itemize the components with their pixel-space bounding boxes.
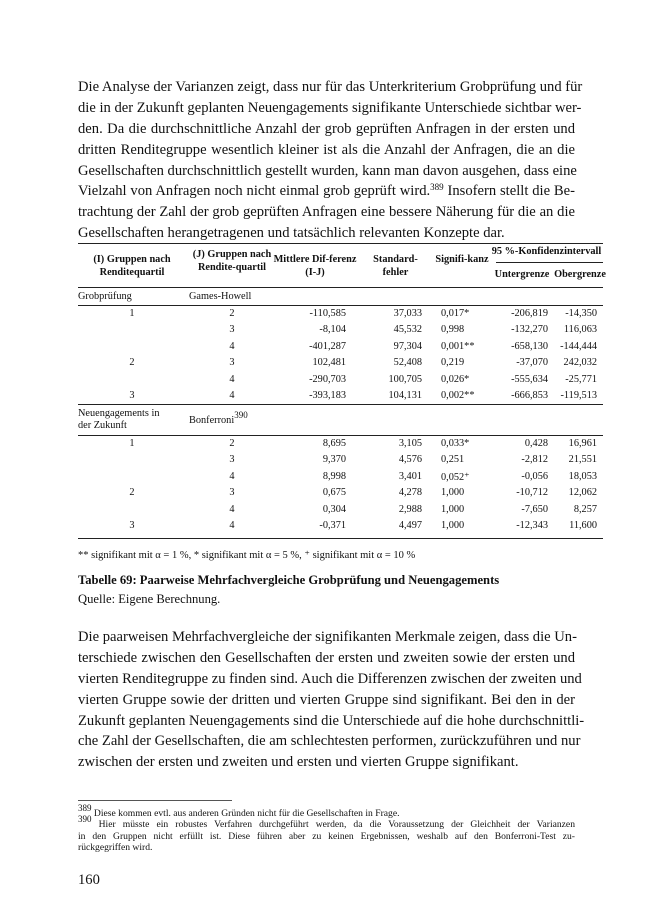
section-label: Grobprüfung <box>78 291 132 302</box>
group-j-cell: 2 <box>229 438 235 449</box>
ci-lower-cell: -658,130 <box>511 340 548 352</box>
text-line: zwischen der ersten und zweiten und ersten und vierten Gruppe signifikant. <box>78 754 519 771</box>
text-line: Die paarweisen Mehrfachvergleiche der signifikanten Merkmale zeigen, dass die Un- <box>78 629 577 645</box>
std-error-cell: 4,497 <box>398 520 422 531</box>
ci-lower-cell: -10,712 <box>516 487 548 499</box>
significance-cell: 0,219 <box>441 357 465 369</box>
header-group-j: (J) Gruppen nach Rendite-quartil <box>192 249 272 273</box>
text-segment: Insofern stellt die Be- <box>443 183 575 200</box>
std-error-cell: 2,988 <box>398 503 422 515</box>
mean-diff-cell: 0,304 <box>322 503 346 515</box>
ci-upper-cell: -14,350 <box>565 308 597 319</box>
ci-lower-cell: -12,343 <box>516 520 548 531</box>
significance-cell: 0,002** <box>441 390 475 401</box>
ci-header-rule <box>496 262 603 263</box>
text-line: terschiede zwischen den Gesellschaften der ersten und zweiten sowie der ersten und <box>78 649 575 666</box>
footnote <box>78 803 575 819</box>
mean-diff-cell: -8,104 <box>319 324 346 336</box>
std-error-cell: 52,408 <box>393 357 422 369</box>
header-std-error: Standard-fehler <box>373 254 418 278</box>
footnotes <box>78 803 575 854</box>
footnote-number: 389 <box>78 803 92 813</box>
footnote-ref[interactable]: 389 <box>430 182 444 193</box>
header-mean-diff: Mittlere Dif-ferenz (I-J) <box>273 254 357 278</box>
mean-diff-cell: 8,998 <box>322 470 346 482</box>
ci-upper-cell: 18,053 <box>568 470 597 482</box>
page-number: 160 <box>78 872 100 888</box>
mean-diff-cell: -0,371 <box>319 520 346 531</box>
group-i-cell: 2 <box>129 487 135 499</box>
ci-upper-cell: 12,062 <box>568 487 597 499</box>
text-line: vierten Gruppe sowie der dritten und vierten Gruppe sind signifikant. Bei den in der <box>78 691 575 708</box>
section-divider-rule <box>78 404 603 405</box>
intro-paragraph <box>78 77 583 244</box>
std-error-cell: 4,278 <box>398 487 422 499</box>
ci-lower-cell: -0,056 <box>521 470 548 482</box>
mean-diff-cell: 102,481 <box>312 357 346 369</box>
std-error-cell: 45,532 <box>393 324 422 336</box>
ci-upper-cell: -25,771 <box>565 373 597 385</box>
table-bottom-rule <box>78 538 603 539</box>
header-group-i: (I) Gruppen nach Renditequartil <box>93 254 171 278</box>
footnote-text: in den Gruppen nicht erfüllt ist. Diese führen aber zu keinen Ergebnissen, weshalb auf den Bonferroni-Test zu- <box>78 830 575 842</box>
std-error-cell: 104,131 <box>388 390 422 401</box>
significance-cell: 0,052⁺ <box>441 471 470 483</box>
section-method <box>189 410 248 426</box>
significance-cell: 0,998 <box>441 324 465 336</box>
discussion-paragraph <box>78 627 585 773</box>
mean-diff-cell: -393,183 <box>309 390 346 401</box>
comparison-table <box>78 243 606 543</box>
ci-lower-cell: -2,812 <box>521 454 548 466</box>
table-source: Quelle: Eigene Berechnung. <box>78 592 221 606</box>
section-label-line: der Zukunft <box>78 420 127 431</box>
text-line: che Zahl der Gesellschaften, die am schlechtesten performen, zurückzuführen und nur <box>78 733 581 750</box>
section-label-line: Neuengagements in <box>78 408 160 419</box>
significance-cell: 1,000 <box>441 520 465 531</box>
group-j-cell: 4 <box>229 373 235 385</box>
significance-cell: 0,001** <box>441 340 475 352</box>
text-line: trachtung der Zahl der grob geprüften Anfragen eine bessere Näherung für die an die <box>78 204 575 221</box>
group-i-cell: 3 <box>129 520 135 531</box>
text-line: Gesellschaften durchschnittlich gestellt wurden, kann man davon ausgehen, dass eine <box>78 162 577 179</box>
significance-cell: 1,000 <box>441 503 465 515</box>
text-line-with-footnote <box>78 181 575 202</box>
footnote-number: 390 <box>78 814 92 825</box>
footnote-separator <box>78 800 232 801</box>
method-name: Bonferroni <box>189 415 235 426</box>
footnote-text: rückgegriffen wird. <box>78 842 153 854</box>
ci-upper-cell: 8,257 <box>573 503 597 515</box>
table-top-rule <box>78 243 603 244</box>
std-error-cell: 100,705 <box>388 373 422 385</box>
significance-note: ** signifikant mit α = 1 %, * signifikant mit α = 5 %, ⁺ signifikant mit α = 10 % <box>78 550 416 561</box>
std-error-cell: 3,401 <box>398 470 422 482</box>
ci-upper-cell: -119,513 <box>560 390 597 401</box>
ci-upper-cell: 242,032 <box>563 357 597 369</box>
section-label <box>78 408 160 432</box>
text-line: Die Analyse der Varianzen zeigt, dass nur für das Unterkriterium Grobprüfung und für <box>78 79 583 95</box>
mean-diff-cell: -110,585 <box>309 308 346 319</box>
text-segment: Vielzahl von Anfragen noch nicht einmal grob geprüft wird. <box>78 183 431 200</box>
text-line: dritten Renditegruppe wesentlich kleiner ist als die Anzahl der Anfragen, die an die <box>78 141 575 158</box>
group-j-cell: 3 <box>229 454 235 466</box>
group-i-cell: 3 <box>129 390 135 401</box>
group-j-cell: 4 <box>229 390 235 401</box>
header-ci-upper: Obergrenze <box>554 269 606 280</box>
text-line: den. Da die durchschnittliche Anzahl der grob geprüften Anfragen in der ersten und <box>78 120 575 137</box>
group-j-cell: 4 <box>229 503 235 515</box>
std-error-cell: 37,033 <box>393 308 422 319</box>
group-i-cell: 1 <box>129 438 135 449</box>
header-confidence-interval: 95 %-Konfidenzintervall <box>491 246 602 257</box>
significance-cell: 0,251 <box>441 454 465 466</box>
ci-upper-cell: 11,600 <box>569 520 597 531</box>
header-bottom-rule <box>78 287 603 288</box>
mean-diff-cell: 9,370 <box>322 454 346 466</box>
text-line: Gesellschaften herangetragenen und tatsächlich relevanten Konzepte dar. <box>78 225 505 242</box>
header-significance: Signifi-kanz <box>435 254 489 265</box>
group-i-cell: 1 <box>129 308 135 319</box>
ci-lower-cell: -666,853 <box>511 390 548 401</box>
mean-diff-cell: -401,287 <box>309 340 346 352</box>
significance-cell: 0,033* <box>441 438 470 449</box>
group-j-cell: 4 <box>229 470 235 482</box>
group-i-cell: 2 <box>129 357 135 369</box>
ci-lower-cell: -132,270 <box>511 324 548 336</box>
significance-cell: 0,017* <box>441 308 470 319</box>
text-line: vierten Renditegruppe zu finden sind. Auch die Differenzen zwischen der zweiten und <box>78 670 582 687</box>
significance-cell: 0,026* <box>441 373 470 385</box>
std-error-cell: 97,304 <box>393 340 422 352</box>
footnote <box>78 814 575 831</box>
section-method: Games-Howell <box>189 291 252 302</box>
group-j-cell: 4 <box>229 520 235 531</box>
ci-lower-cell: -37,070 <box>516 357 548 369</box>
ci-upper-cell: 21,551 <box>568 454 597 466</box>
section-rule <box>78 435 603 436</box>
ci-lower-cell: -7,650 <box>521 503 548 515</box>
significance-cell: 1,000 <box>441 487 465 499</box>
text-line: die in der Zukunft geplanten Neuengagements signifikante Unterschiede sichtbar wer- <box>78 99 582 116</box>
footnote-text: Diese kommen evtl. aus anderen Gründen nicht für die Gesellschaften in Frage. <box>93 808 400 819</box>
group-j-cell: 2 <box>229 308 235 319</box>
footnote-ref[interactable]: 390 <box>234 410 248 420</box>
ci-upper-cell: 116,063 <box>563 324 597 336</box>
mean-diff-cell: 0,675 <box>322 487 346 499</box>
header-ci-lower: Untergrenze <box>494 269 550 280</box>
section-rule <box>78 305 603 306</box>
footnote-text: Hier müsste ein robustes Verfahren durchgeführt werden, da die Voraussetzung der Gleichheit der Varianzen <box>98 819 575 831</box>
std-error-cell: 3,105 <box>398 438 422 449</box>
ci-lower-cell: -555,634 <box>511 373 548 385</box>
mean-diff-cell: 8,695 <box>322 438 346 449</box>
group-j-cell: 3 <box>229 487 235 499</box>
group-j-cell: 3 <box>229 324 235 336</box>
ci-upper-cell: -144,444 <box>560 340 597 352</box>
ci-upper-cell: 16,961 <box>568 438 597 449</box>
std-error-cell: 4,576 <box>398 454 422 466</box>
group-j-cell: 4 <box>229 340 235 352</box>
group-j-cell: 3 <box>229 357 235 369</box>
ci-lower-cell: -206,819 <box>511 308 548 319</box>
text-line: Zukunft geplanten Neuengagements sind die Unterschiede auf die hohe durchschnittli- <box>78 712 585 729</box>
table-caption: Tabelle 69: Paarweise Mehrfachvergleiche Grobprüfung und Neuengagements <box>78 573 500 587</box>
mean-diff-cell: -290,703 <box>309 373 346 385</box>
ci-lower-cell: 0,428 <box>524 438 548 449</box>
